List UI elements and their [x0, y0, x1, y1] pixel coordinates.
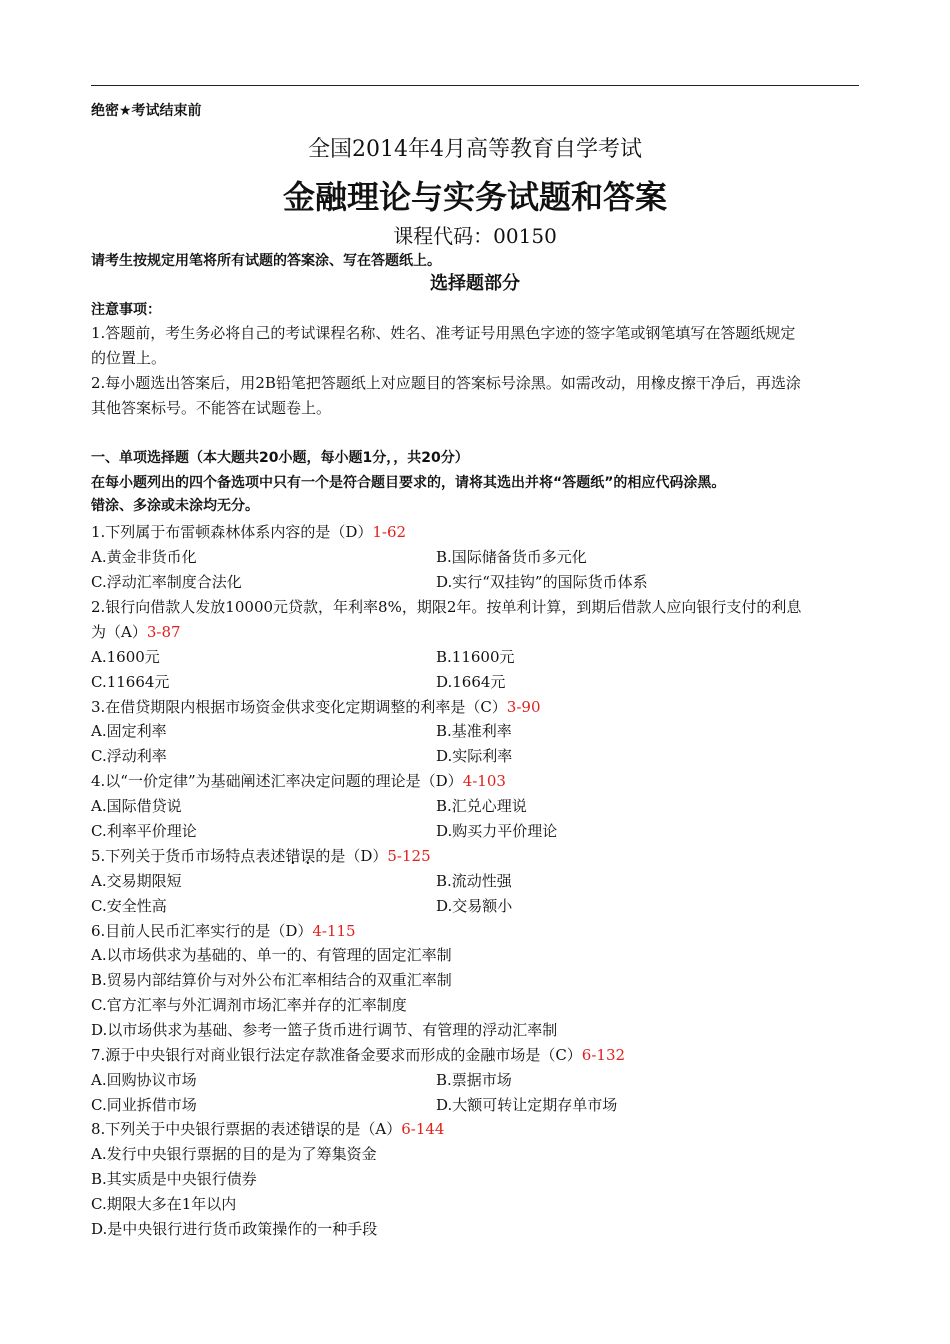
part1-desc-line-2: 错涂、多涂或未涂均无分。 — [91, 498, 259, 514]
note-2-line-2: 其他答案标号。不能答在试题卷上。 — [91, 399, 332, 417]
note-1-line-1: 1.答题前，考生务必将自己的考试课程名称、姓名、准考证号用黑色字迹的签字笔或钢笔填写在答题纸规定 — [91, 324, 796, 342]
emphasis-char: 错 — [285, 847, 301, 865]
option-d: D.以市场供求为基础、参考一篮子货币进行调节、有管理的浮动汇率制 — [91, 1021, 558, 1039]
option-row — [91, 572, 648, 592]
option-a: A.国际借贷说 — [91, 797, 182, 815]
note-2-line-1: 2.每小题选出答案后，用2B铅笔把答题纸上对应题目的答案标号涂黑。如需改动，用橡皮擦干净后，再选涂 — [91, 374, 801, 392]
option-row — [91, 1070, 512, 1090]
question-stem: 1.下列属于布雷顿森林体系内容的是（D）1-62 — [91, 523, 407, 541]
option-c: C.官方汇率与外汇调剂市场汇率并存的汇率制度 — [91, 996, 407, 1014]
question-stem: 4.以“一价定律”为基础阐述汇率决定问题的理论是（D）4-103 — [91, 772, 506, 790]
page-ref: 3-90 — [506, 698, 541, 716]
secret-mark: 绝密★考试结束前 — [91, 103, 202, 119]
option-b: B.贸易内部结算价与对外公布汇率相结合的双重汇率制 — [91, 971, 452, 989]
instruction: 请考生按规定用笔将所有试题的答案涂、写在答题纸上。 — [91, 253, 441, 269]
option-row — [91, 896, 513, 916]
option-a: A.以市场供求为基础的、单一的、有管理的固定汇率制 — [91, 946, 452, 964]
option-c: C.安全性高 — [91, 897, 167, 915]
option-row — [91, 871, 512, 891]
option-row — [91, 796, 527, 816]
option-d: D.是中央银行进行货币政策操作的一种手段 — [91, 1220, 378, 1238]
page-ref: 5-125 — [387, 847, 431, 865]
option-row — [91, 672, 506, 692]
question-stem: 7.源于中央银行对商业银行法定存款准备金要求而形成的金融市场是（C）6-132 — [91, 1046, 626, 1064]
notes-heading: 注意事项： — [91, 302, 161, 318]
option-a: A.固定利率 — [91, 722, 167, 740]
option-a: A.黄金非货币化 — [91, 548, 197, 566]
option-row — [91, 647, 515, 667]
option-b: B.基准利率 — [436, 722, 512, 740]
page-ref: 6-132 — [581, 1046, 626, 1064]
option-c: C.浮动汇率制度合法化 — [91, 573, 242, 591]
option-d: D.1664元 — [436, 673, 506, 691]
option-c: C.期限大多在1年以内 — [91, 1195, 237, 1213]
option-row — [91, 1095, 618, 1115]
option-b: B.其实质是中央银行债券 — [91, 1170, 257, 1188]
option-row — [91, 746, 513, 766]
option-d: D.大额可转让定期存单市场 — [436, 1096, 618, 1114]
exam-title: 全国2014年4月高等教育自学考试 — [308, 137, 642, 162]
page-ref: 6-144 — [401, 1120, 445, 1138]
option-b: B.汇兑心理说 — [436, 797, 527, 815]
option-row — [91, 547, 587, 567]
option-a: A.发行中央银行票据的目的是为了筹集资金 — [91, 1145, 377, 1163]
option-d: D.实行“双挂钩”的国际货币体系 — [436, 573, 648, 591]
option-row — [91, 721, 512, 741]
question-stem: 6.目前人民币汇率实行的是（D）4-115 — [91, 922, 356, 940]
question-stem: 5.下列关于货币市场特点表述错误的是（D）5-125 — [91, 847, 431, 865]
option-c: C.同业拆借市场 — [91, 1096, 197, 1114]
option-c: C.浮动利率 — [91, 747, 167, 765]
question-stem: 3.在借贷期限内根据市场资金供求变化定期调整的利率是（C）3-90 — [91, 698, 541, 716]
part1-heading: 一、单项选择题（本大题共20小题，每小题1分，，共20分） — [91, 450, 469, 466]
question-stem: 8.下列关于中央银行票据的表述错误的是（A）6-144 — [91, 1120, 445, 1138]
note-1-line-2: 的位置上。 — [91, 349, 167, 367]
section-title: 选择题部分 — [430, 273, 520, 294]
option-d: D.实际利率 — [436, 747, 513, 765]
course-code: 课程代码：00150 — [393, 224, 557, 248]
option-d: D.交易额小 — [436, 897, 513, 915]
option-b: B.票据市场 — [436, 1071, 512, 1089]
option-c: C.利率平价理论 — [91, 822, 197, 840]
option-b: B.国际储备货币多元化 — [436, 548, 587, 566]
option-d: D.购买力平价理论 — [436, 822, 558, 840]
page-ref: 4-103 — [462, 772, 506, 790]
option-a: A.回购协议市场 — [91, 1071, 197, 1089]
emphasis-char: 错 — [300, 1120, 316, 1138]
emphasis-char: 误 — [300, 847, 316, 865]
option-row — [91, 821, 558, 841]
option-c: C.11664元 — [91, 673, 170, 691]
page-ref: 4-115 — [312, 922, 356, 940]
paper-title: 金融理论与实务试题和答案 — [282, 178, 667, 216]
question-stem-line-2: 为（A）3-87 — [91, 623, 181, 641]
option-a: A.交易期限短 — [91, 872, 182, 890]
option-b: B.流动性强 — [436, 872, 512, 890]
question-stem-line-1: 2.银行向借款人发放10000元贷款，年利率8%，期限2年。按单利计算，到期后借款人应向银行支付的利息 — [91, 598, 802, 616]
page-ref: 3-87 — [146, 623, 181, 641]
header-rule — [91, 85, 859, 86]
part1-desc-line-1: 在每小题列出的四个备选项中只有一个是符合题目要求的，请将其选出并将“答题纸”的相应代码涂黑。 — [91, 475, 726, 491]
emphasis-char: 误 — [315, 1120, 331, 1138]
option-b: B.11600元 — [436, 648, 515, 666]
option-a: A.1600元 — [91, 648, 160, 666]
page-ref: 1-62 — [372, 523, 407, 541]
